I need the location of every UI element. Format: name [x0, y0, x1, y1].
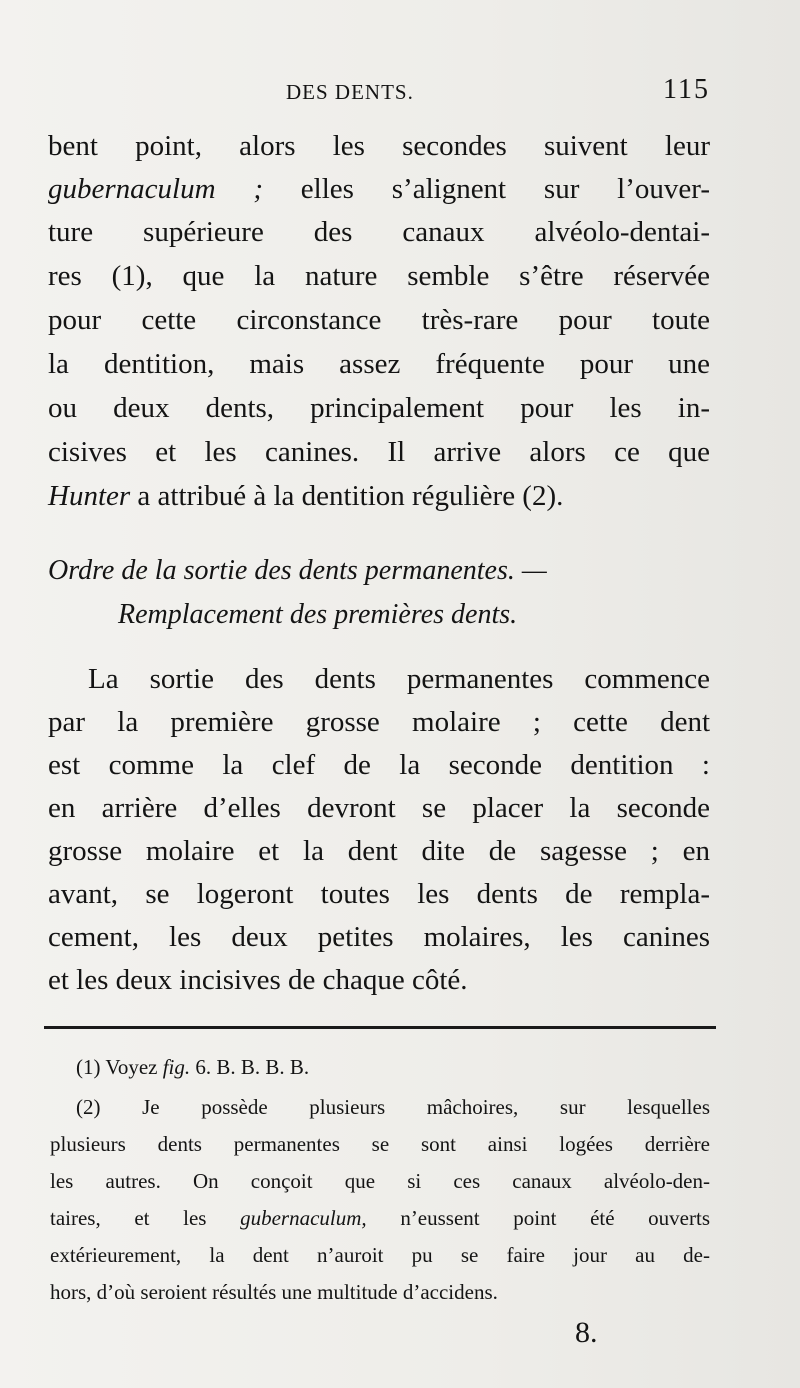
body-line: cisives et les canines. Il arrive alors ce que — [48, 436, 710, 468]
section-heading-line2: Remplacement des premières dents. — [118, 599, 518, 630]
body-line — [48, 169, 710, 209]
body-line: la dentition, mais assez fréquente pour une — [48, 348, 710, 380]
footnote-2-line: hors, d’où seroient résultés une multitude d’accidens. — [50, 1280, 498, 1304]
signature-mark: 8. — [575, 1316, 598, 1349]
paragraph-line: cement, les deux petites molaires, les canines — [48, 921, 710, 953]
footnote-text: 6. B. B. B. B. — [190, 1055, 310, 1079]
footnote-2-line: les autres. On conçoit que si ces canaux alvéolo-den- — [50, 1169, 710, 1193]
footnote-italic: gubernaculum, — [240, 1206, 367, 1230]
body-line-text: elles s’alignent sur l’ouver- — [263, 173, 711, 205]
paragraph-line: grosse molaire et la dent dite de sagesse ; en — [48, 835, 710, 867]
paragraph-line: en arrière d’elles devront se placer la seconde — [48, 792, 710, 824]
body-line: res (1), que la nature semble s’être réservée — [48, 260, 710, 292]
italic-term: gubernaculum ; — [48, 173, 263, 205]
italic-name: Hunter — [48, 480, 131, 512]
footnote-text: n’eussent point été ouverts — [366, 1206, 710, 1230]
body-line: pour cette circonstance très-rare pour toute — [48, 304, 710, 336]
running-head: DES DENTS. — [286, 80, 414, 104]
body-line — [48, 476, 710, 516]
paragraph-line: avant, se logeront toutes les dents de rempla- — [48, 878, 710, 910]
footnote-text: (1) Voyez — [76, 1055, 163, 1079]
paragraph-line: est comme la clef de la seconde dentition : — [48, 749, 710, 781]
footnote-2-line: (2) Je possède plusieurs mâchoires, sur lesquelles — [76, 1095, 710, 1119]
footnote-2-line: extérieurement, la dent n’auroit pu se faire jour au de- — [50, 1243, 710, 1267]
body-line-text: a attribué à la dentition régulière (2). — [130, 480, 564, 512]
body-line: ou deux dents, principalement pour les in- — [48, 392, 710, 424]
paragraph-line: La sortie des dents permanentes commence — [88, 663, 710, 695]
footnote-2-line: plusieurs dents permanentes se sont ainsi logées derrière — [50, 1132, 710, 1156]
body-line: bent point, alors les secondes suivent leur — [48, 130, 710, 162]
paragraph-line: par la première grosse molaire ; cette dent — [48, 706, 710, 738]
footnote-2-line — [50, 1201, 710, 1235]
section-heading-line1: Ordre de la sortie des dents permanentes. — — [48, 555, 547, 586]
footnote-italic: fig. — [162, 1055, 191, 1079]
footnote-1 — [76, 1050, 696, 1084]
paragraph-line: et les deux incisives de chaque côté. — [48, 964, 468, 996]
body-line: ture supérieure des canaux alvéolo-dentai- — [48, 216, 710, 248]
page-number: 115 — [663, 74, 710, 105]
footnote-text: taires, et les — [50, 1206, 241, 1230]
page-header — [270, 76, 710, 112]
footnote-rule — [44, 1026, 716, 1029]
